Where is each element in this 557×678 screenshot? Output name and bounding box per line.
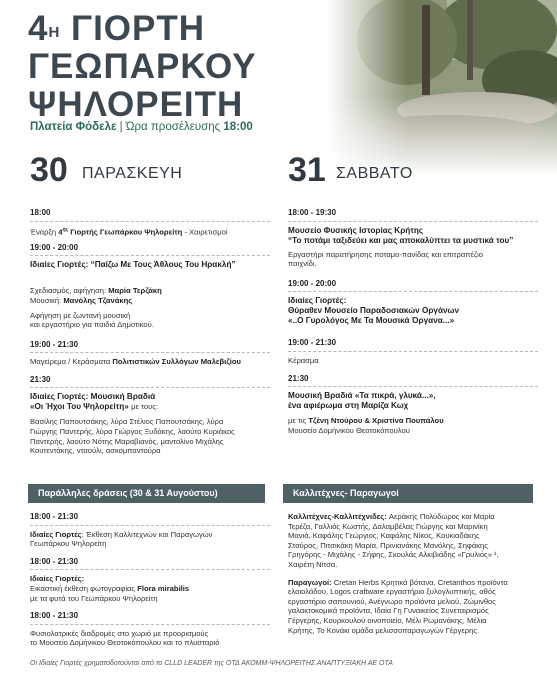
venue-line: Πλατεία Φόδελε | Ώρα προσέλευσης 18:00: [30, 121, 253, 133]
day31-number: 31: [288, 151, 326, 189]
artists-section-bar: Καλλιτέχνες- Παραγωγοί: [283, 484, 533, 503]
day30-name: ΠΑΡΑΣΚΕΥΗ: [82, 165, 183, 182]
day30-schedule: 18:00 Έναρξη $4^{\eta\varsigma}$ Γιορτής Γεωπάρκου Ψηλορείτη - Χαιρετισμοί 19:00 - 20:00 Ιδιαίες Γιορτές: “Παίζω Με Τους Άθλους Του Ηρακλή” Σχεδιασμός, αφήγηση: Μαρία Τερζάκη Μουσική: Μανόλης Τζανάκης Αφήγηση με ζωντανή μουσική και εργαστήριο για παιδιά Δημοτικού. 19:00 - 21:30 Μαγείρεμα / Κεράσματα Πολιτιστικών Συλλόγων Μαλεβιζίου 21:30 Ιδιαίες Γιορτές: Μουσική Βραδιά «Οι Ήχοι Του Ψηλορείτη» με τους: Βασίλης Παπουτσάκης, λύρα Στέλιος Παπουτσάκης, λύρα Γιώργης Παντερής, λύρα Γιώργος Ξυδάκης, λαούτο Κυριάκος Παντερής, λαούτο Νότης Μαραβιανός, μαντολίνο Μιχάλης Κουτεντάκης, νταούλι, ασκομπαντούρα: [30, 208, 270, 456]
parallel-actions: 18:00 - 21:30 Ιδιαίες Γιορτές: Έκθεση Καλλιτεχνών και Παραγωγών Γεωπάρκου Ψηλορείτη 18:00 - 21:30 Ιδιαίες Γιορτές: Εικαστική έκθεση φωτογραφίας Flora mirabilis με τα φυτά του Γεωπάρκου Ψηλορείτη 18:00 - 21:30 Φυσιολατρικές διαδρομές στο χωριό με προορισμούς το Μουσείο Δομήνικου Θεοτοκόπουλου και το πλυσταριό: [30, 512, 270, 648]
event-title: $4^H$ ΓΙΟΡΤΗ ΓΕΩΠΑΡΚΟΥ ΨΗΛΟΡΕΙΤΗ: [28, 9, 257, 124]
day31-schedule: 18:00 - 19:30 Μουσείο Φυσικής Ιστορίας Κρήτης “Το ποτάμι ταξιδεύει και μας αποκαλύπτει τα μυστικά του” Εργαστήρι παρατήρησης ποταμο-πανίδας και επιτραπέζιο παιχνίδι. 19:00 - 20:00 Ιδιαίες Γιορτές: Θύραθεν Μουσείο Παραδοσιακών Οργάνων «..Ο Γυρολόγος Με Τα Μουσικά Όργανα...» 19:00 - 21:30 Κέρασμα 21:30 Μουσική Βραδιά «Τα πικρά, γλυκά...», ένα αφιέρωμα στη Μαρίζα Κωχ με τις Τζένη Ντούρου & Χριστίνα Πουπάλου Μουσείο Δομήνικου Θεοτοκόπουλου: [288, 208, 538, 435]
parallel-section-bar: Παράλληλες δράσεις (30 & 31 Αυγούστου): [28, 484, 265, 503]
landscape-photo: [327, 0, 557, 175]
artists-producers: Καλλιτέχνες-Καλλιτέχνιδες: Αεράκης Πολύδωρος και Μαρία Τερέζα, Γαλλιός Κωστής, Δαλαμβέλας Γιώργης και Μαρινίκη Μανιά, Καφάλης Γεώργιος, Καφάλης Νίκος, Κουκιαδάκης Σταύρος, Πιτσικάκη Μαρία, Πρινιανάκης Μανόλης, Σηφάκης Γρηγόρης - Μιχάλης - Σήφης, Σκουλάς Αλκιβιάδης «Γρυλιός» ¹, Χαιρέτη Νίτσα. Παραγωγοί: Cretan Herbs Κρητικά βότανα, Cretanthos προϊόντα ελαιολάδου, Logos craftware εργαστήριο ξυλογλυπτικής, αθός εργαστήριο σαπουνιού, Ανέγνωρο προϊόντα μελιού, Ζώμινθος γαλακτοκομικά προϊόντα, Ιδαία Γη Γυναικείος Συνεταιρισμός Γέργερης, Κουρκουλού οινοποιείο, Μέλι Ρωμανάκης, Μέλια Κρήτης, Το Κονάκι ομάδα μελισσοπαραγωγών Γέργερης.: [288, 512, 508, 635]
day31-name: ΣΑΒΒΑΤΟ: [336, 165, 413, 182]
day30-number: 30: [30, 151, 68, 189]
funding-footer: Οι Ιδιαίες Γιορτές χρηματοδοτούνται από το CLLD LEADER της ΟΤΔ ΑΚΟΜΜ-ΨΗΛΟΡΕΙΤΗΣ ΑΝΑΠΤΥΞΙΑΚΗ ΑΕ ΟΤΑ: [30, 660, 393, 667]
